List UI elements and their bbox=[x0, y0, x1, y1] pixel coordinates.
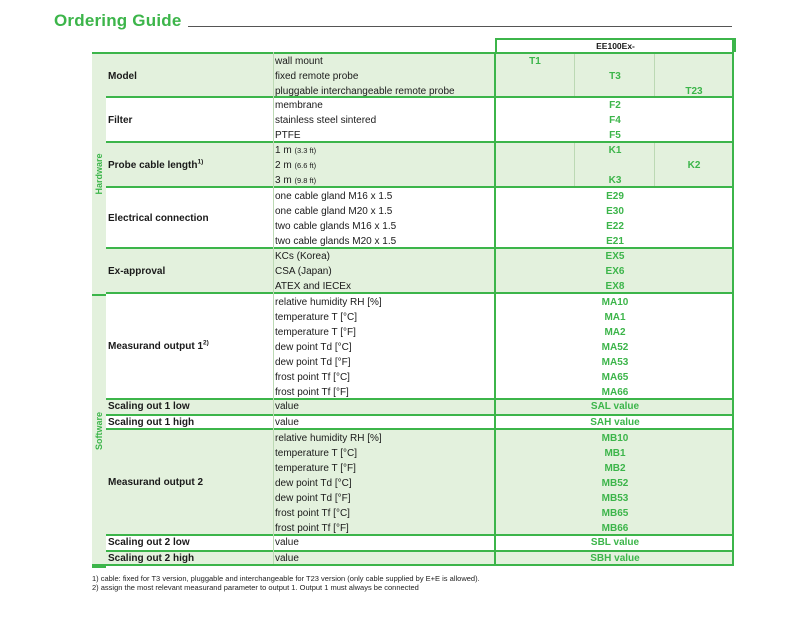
electrical-option-3: two cable glands M16 x 1.5 bbox=[275, 221, 397, 232]
code-t3: T3 bbox=[609, 71, 621, 82]
exapproval-row bbox=[106, 247, 732, 294]
output2-option-2: temperature T [°C] bbox=[275, 448, 357, 459]
probe-row bbox=[106, 141, 732, 188]
code-mb66: MB66 bbox=[601, 523, 629, 534]
model-option-2: fixed remote probe bbox=[275, 71, 359, 82]
output2-option-1: relative humidity RH [%] bbox=[275, 433, 382, 444]
filter-row bbox=[106, 96, 732, 143]
table-bottom-border bbox=[92, 564, 734, 566]
code-k1: K1 bbox=[608, 145, 622, 156]
probe-option-2: 2 m (6.6 ft) bbox=[275, 160, 317, 171]
scale2high-option: value bbox=[275, 553, 299, 564]
scale1high-option: value bbox=[275, 417, 299, 428]
electrical-option-1: one cable gland M16 x 1.5 bbox=[275, 191, 393, 202]
output2-option-3: temperature T [°F] bbox=[275, 463, 356, 474]
code-mb53: MB53 bbox=[601, 493, 629, 504]
header-code: EE100Ex- bbox=[596, 41, 635, 51]
code-ex6: EX6 bbox=[605, 266, 625, 277]
code-ma10: MA10 bbox=[601, 297, 629, 308]
exapproval-option-3: ATEX and IECEx bbox=[275, 281, 351, 292]
code-column-right-border bbox=[732, 38, 734, 564]
code-ma65: MA65 bbox=[601, 372, 629, 383]
model-label: Model bbox=[108, 71, 137, 82]
probe-option-3: 3 m (9.8 ft) bbox=[275, 175, 317, 186]
output1-option-1: relative humidity RH [%] bbox=[275, 297, 382, 308]
code-e30: E30 bbox=[606, 206, 624, 217]
scale1low-row bbox=[106, 398, 732, 414]
electrical-label: Electrical connection bbox=[108, 213, 209, 224]
model-option-3: pluggable interchangeable remote probe bbox=[275, 86, 455, 97]
code-sal: SAL value bbox=[590, 401, 640, 412]
output2-label: Measurand output 2 bbox=[108, 477, 204, 488]
code-mb65: MB65 bbox=[601, 508, 629, 519]
code-f4: F4 bbox=[609, 115, 621, 126]
code-sbl: SBL value bbox=[590, 537, 640, 548]
exapproval-option-2: CSA (Japan) bbox=[275, 266, 332, 277]
code-mb52: MB52 bbox=[601, 478, 629, 489]
output1-option-3: temperature T [°F] bbox=[275, 327, 356, 338]
code-e21: E21 bbox=[606, 236, 624, 247]
output2-option-7: frost point Tf [°F] bbox=[275, 523, 349, 534]
code-sbh: SBH value bbox=[590, 553, 640, 564]
page-title: Ordering Guide bbox=[54, 11, 182, 30]
exapproval-option-1: KCs (Korea) bbox=[275, 251, 331, 262]
model-option-1: wall mount bbox=[275, 56, 323, 67]
output1-option-2: temperature T [°C] bbox=[275, 312, 357, 323]
scale2high-label: Scaling out 2 high bbox=[108, 553, 195, 564]
code-k2: K2 bbox=[687, 160, 701, 171]
output1-option-4: dew point Td [°C] bbox=[275, 342, 352, 353]
filter-label: Filter bbox=[108, 115, 133, 126]
output2-option-4: dew point Td [°C] bbox=[275, 478, 352, 489]
code-ma53: MA53 bbox=[601, 357, 629, 368]
table-header bbox=[495, 38, 736, 52]
electrical-row bbox=[106, 186, 732, 249]
code-ma66: MA66 bbox=[601, 387, 629, 398]
footnote-1: 1) cable: fixed for T3 version, pluggable and interchangeable for T23 version (only cable supplied by E+E is allowed). bbox=[92, 574, 480, 583]
code-t1: T1 bbox=[529, 56, 541, 67]
exapproval-label: Ex-approval bbox=[108, 266, 166, 277]
scale2low-option: value bbox=[275, 537, 299, 548]
code-mb2: MB2 bbox=[604, 463, 626, 474]
hardware-section-label: Hardware bbox=[92, 52, 106, 296]
output2-option-5: dew point Td [°F] bbox=[275, 493, 351, 504]
code-e29: E29 bbox=[606, 191, 624, 202]
output1-option-7: frost point Tf [°F] bbox=[275, 387, 349, 398]
output1-option-5: dew point Td [°F] bbox=[275, 357, 351, 368]
code-ex8: EX8 bbox=[605, 281, 625, 292]
code-e22: E22 bbox=[606, 221, 624, 232]
probe-label: Probe cable length$^{1)}$ bbox=[108, 158, 204, 171]
output1-row bbox=[106, 292, 732, 400]
code-k3: K3 bbox=[608, 175, 622, 186]
code-mb1: MB1 bbox=[604, 448, 626, 459]
code-column-left-border bbox=[494, 52, 496, 564]
code-f2: F2 bbox=[609, 100, 621, 111]
scale1high-label: Scaling out 1 high bbox=[108, 417, 195, 428]
code-ma2: MA2 bbox=[604, 327, 626, 338]
scale2low-row bbox=[106, 534, 732, 550]
scale1low-label: Scaling out 1 low bbox=[108, 401, 190, 412]
option-column-divider bbox=[273, 52, 274, 564]
output2-option-6: frost point Tf [°C] bbox=[275, 508, 350, 519]
scale1low-option: value bbox=[275, 401, 299, 412]
output1-option-6: frost point Tf [°C] bbox=[275, 372, 350, 383]
code-t23: T23 bbox=[685, 86, 703, 97]
code-ma52: MA52 bbox=[601, 342, 629, 353]
filter-option-2: stainless steel sintered bbox=[275, 115, 377, 126]
output1-label: Measurand output 1$^{2)}$ bbox=[108, 339, 209, 352]
electrical-option-2: one cable gland M20 x 1.5 bbox=[275, 206, 393, 217]
footnote-2: 2) assign the most relevant measurand parameter to output 1. Output 1 must always be connected bbox=[92, 583, 419, 592]
code-ma1: MA1 bbox=[604, 312, 626, 323]
code-mb10: MB10 bbox=[601, 433, 629, 444]
model-row bbox=[106, 52, 732, 98]
output2-row bbox=[106, 428, 732, 536]
title-rule bbox=[188, 26, 732, 27]
filter-option-3: PTFE bbox=[275, 130, 301, 141]
scale2low-label: Scaling out 2 low bbox=[108, 537, 190, 548]
code-sah: SAH value bbox=[590, 417, 640, 428]
software-section-label: Software bbox=[92, 294, 106, 568]
filter-option-1: membrane bbox=[275, 100, 323, 111]
electrical-option-4: two cable glands M20 x 1.5 bbox=[275, 236, 397, 247]
code-ex5: EX5 bbox=[605, 251, 625, 262]
code-f5: F5 bbox=[609, 130, 621, 141]
probe-option-1: 1 m (3.3 ft) bbox=[275, 145, 317, 156]
